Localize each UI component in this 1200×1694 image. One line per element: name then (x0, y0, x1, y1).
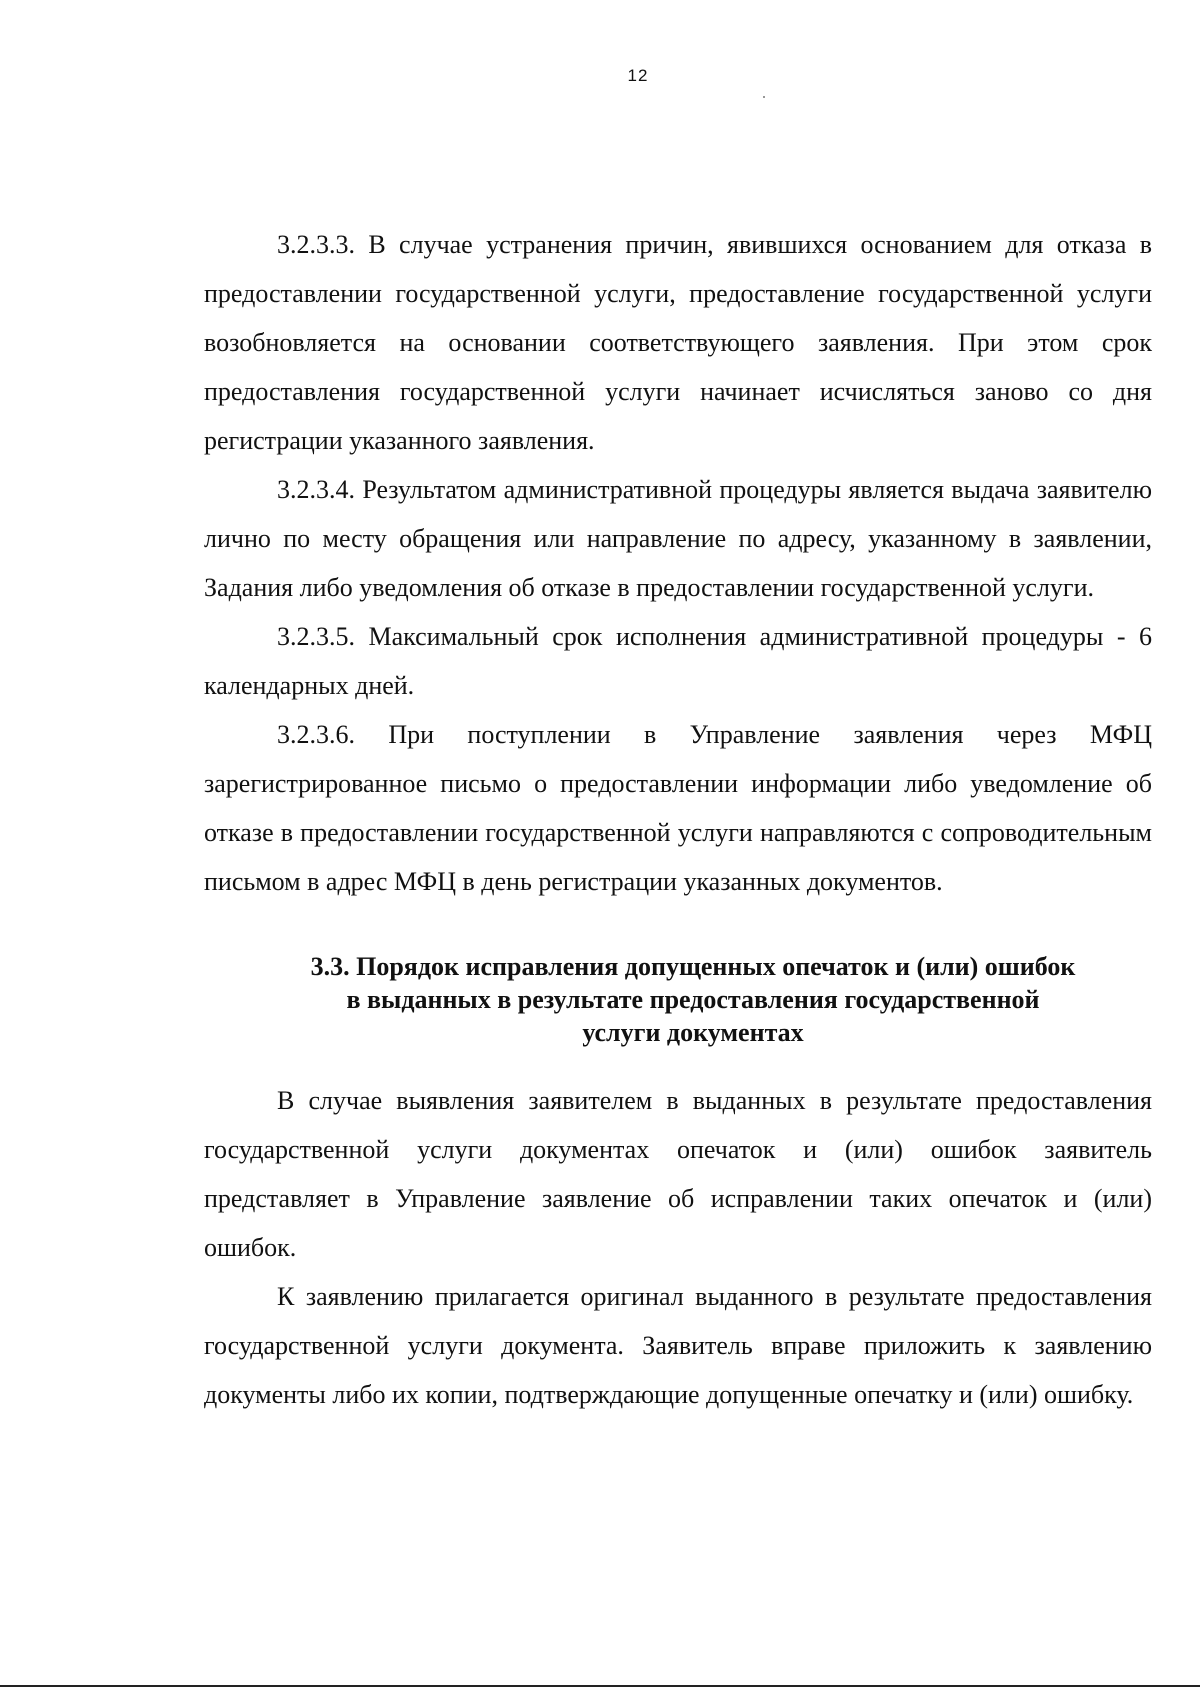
paragraph-3-2-3-4: 3.2.3.4. Результатом административной процедуры является выдача заявителю лично по месту обращения или направление по адресу, указанному в заявлении, Задания либо уведомления об отказе в предоставлении государственной услуги. (204, 475, 1152, 602)
section-heading-3-3 (204, 950, 1152, 1049)
section-heading-line-3: услуги документах (582, 1018, 804, 1047)
paragraph-3-2-3-5: 3.2.3.5. Максимальный срок исполнения административной процедуры - 6 календарных дней. (204, 622, 1152, 700)
paragraph-errors-attachments: К заявлению прилагается оригинал выданного в результате предоставления государственной услуги документа. Заявитель вправе приложить к заявлению документы либо их копии, подтверждающие допущенные опечатку и (или) ошибку. (204, 1282, 1152, 1409)
page-number: 12 (627, 66, 649, 85)
document-body (204, 220, 1152, 1419)
page-bottom-rule (0, 1685, 1200, 1687)
paragraph-3-2-3-6: 3.2.3.6. При поступлении в Управление заявления через МФЦ зарегистрированное письмо о предоставлении информации либо уведомление об отказе в предоставлении государственной услуги направляются с сопроводительным письмом в адрес МФЦ в день регистрации указанных документов. (204, 720, 1152, 896)
paragraph-errors-application: В случае выявления заявителем в выданных в результате предоставления государственной услуги документах опечаток и (или) ошибок заявитель представляет в Управление заявление об исправлении таких опечаток и (или) ошибок. (204, 1086, 1152, 1262)
section-heading-line-2: в выданных в результате предоставления государственной (346, 985, 1040, 1014)
paragraph-3-2-3-3: 3.2.3.3. В случае устранения причин, явившихся основанием для отказа в предоставлении государственной услуги, предоставление государственной услуги возобновляется на основании соответствующего заявления. При этом срок предоставления государственной услуги начинает исчисляться заново со дня регистрации указанного заявления. (204, 230, 1152, 455)
scan-speck (763, 96, 765, 98)
section-heading-line-1: 3.3. Порядок исправления допущенных опечаток и (или) ошибок (310, 952, 1076, 981)
